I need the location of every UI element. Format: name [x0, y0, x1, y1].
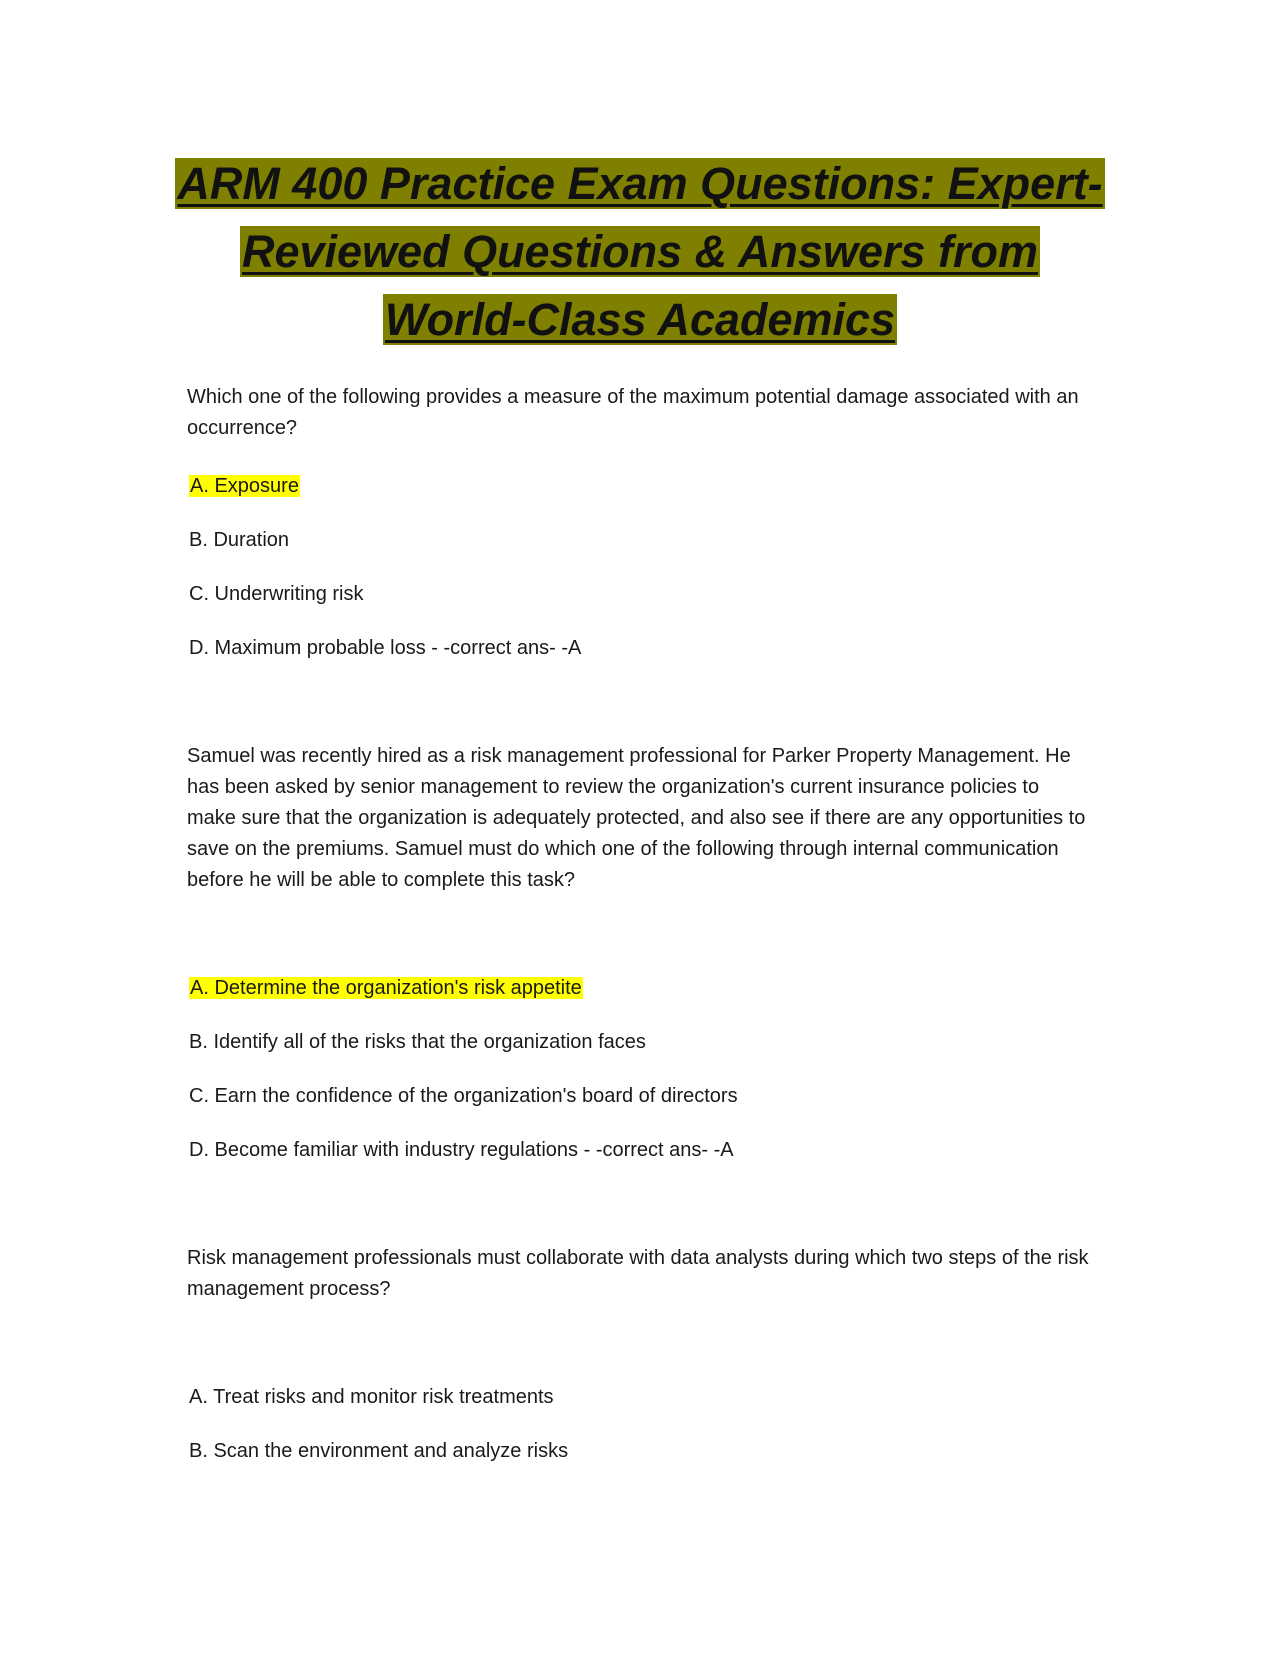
- title-line-1: ARM 400 Practice Exam Questions: Expert-: [177, 158, 1103, 209]
- question-3-text: Risk management professionals must collaborate with data analysts during which two steps of the risk management process?: [187, 1247, 1089, 1300]
- question-1-text: Which one of the following provides a measure of the maximum potential damage associated with an occurrence?: [187, 386, 1079, 439]
- document-title: [160, 150, 1120, 354]
- question-2-text: Samuel was recently hired as a risk management professional for Parker Property Management. He has been asked by senior management to review the organization's current insurance policies to make sure that the organization is adequately protected, and also see if there are any opportunities to save on the premiums. Samuel must do which one of the following through internal communication before he will be able to complete this task?: [187, 745, 1086, 891]
- question-1-option-b: B. Duration: [189, 529, 290, 551]
- title-line-3: World-Class Academics: [384, 294, 896, 345]
- question-2-option-b: B. Identify all of the risks that the organization faces: [189, 1031, 646, 1053]
- title-line-2: Reviewed Questions & Answers from: [241, 226, 1039, 277]
- question-2-option-d: D. Become familiar with industry regulations - -correct ans- -A: [189, 1139, 734, 1161]
- highlighted-answer: A. Exposure: [190, 475, 299, 497]
- question-1-option-a: [189, 472, 300, 500]
- question-1-option-c: C. Underwriting risk: [189, 583, 364, 605]
- question-3-option-b: B. Scan the environment and analyze risks: [189, 1440, 569, 1462]
- question-2-option-c: C. Earn the confidence of the organization's board of directors: [189, 1085, 738, 1107]
- question-3-option-a: A. Treat risks and monitor risk treatments: [189, 1386, 554, 1408]
- question-1-option-d: D. Maximum probable loss - -correct ans- -A: [189, 637, 582, 659]
- highlighted-answer: A. Determine the organization's risk appetite: [190, 977, 582, 999]
- question-2-option-a: [189, 974, 583, 1002]
